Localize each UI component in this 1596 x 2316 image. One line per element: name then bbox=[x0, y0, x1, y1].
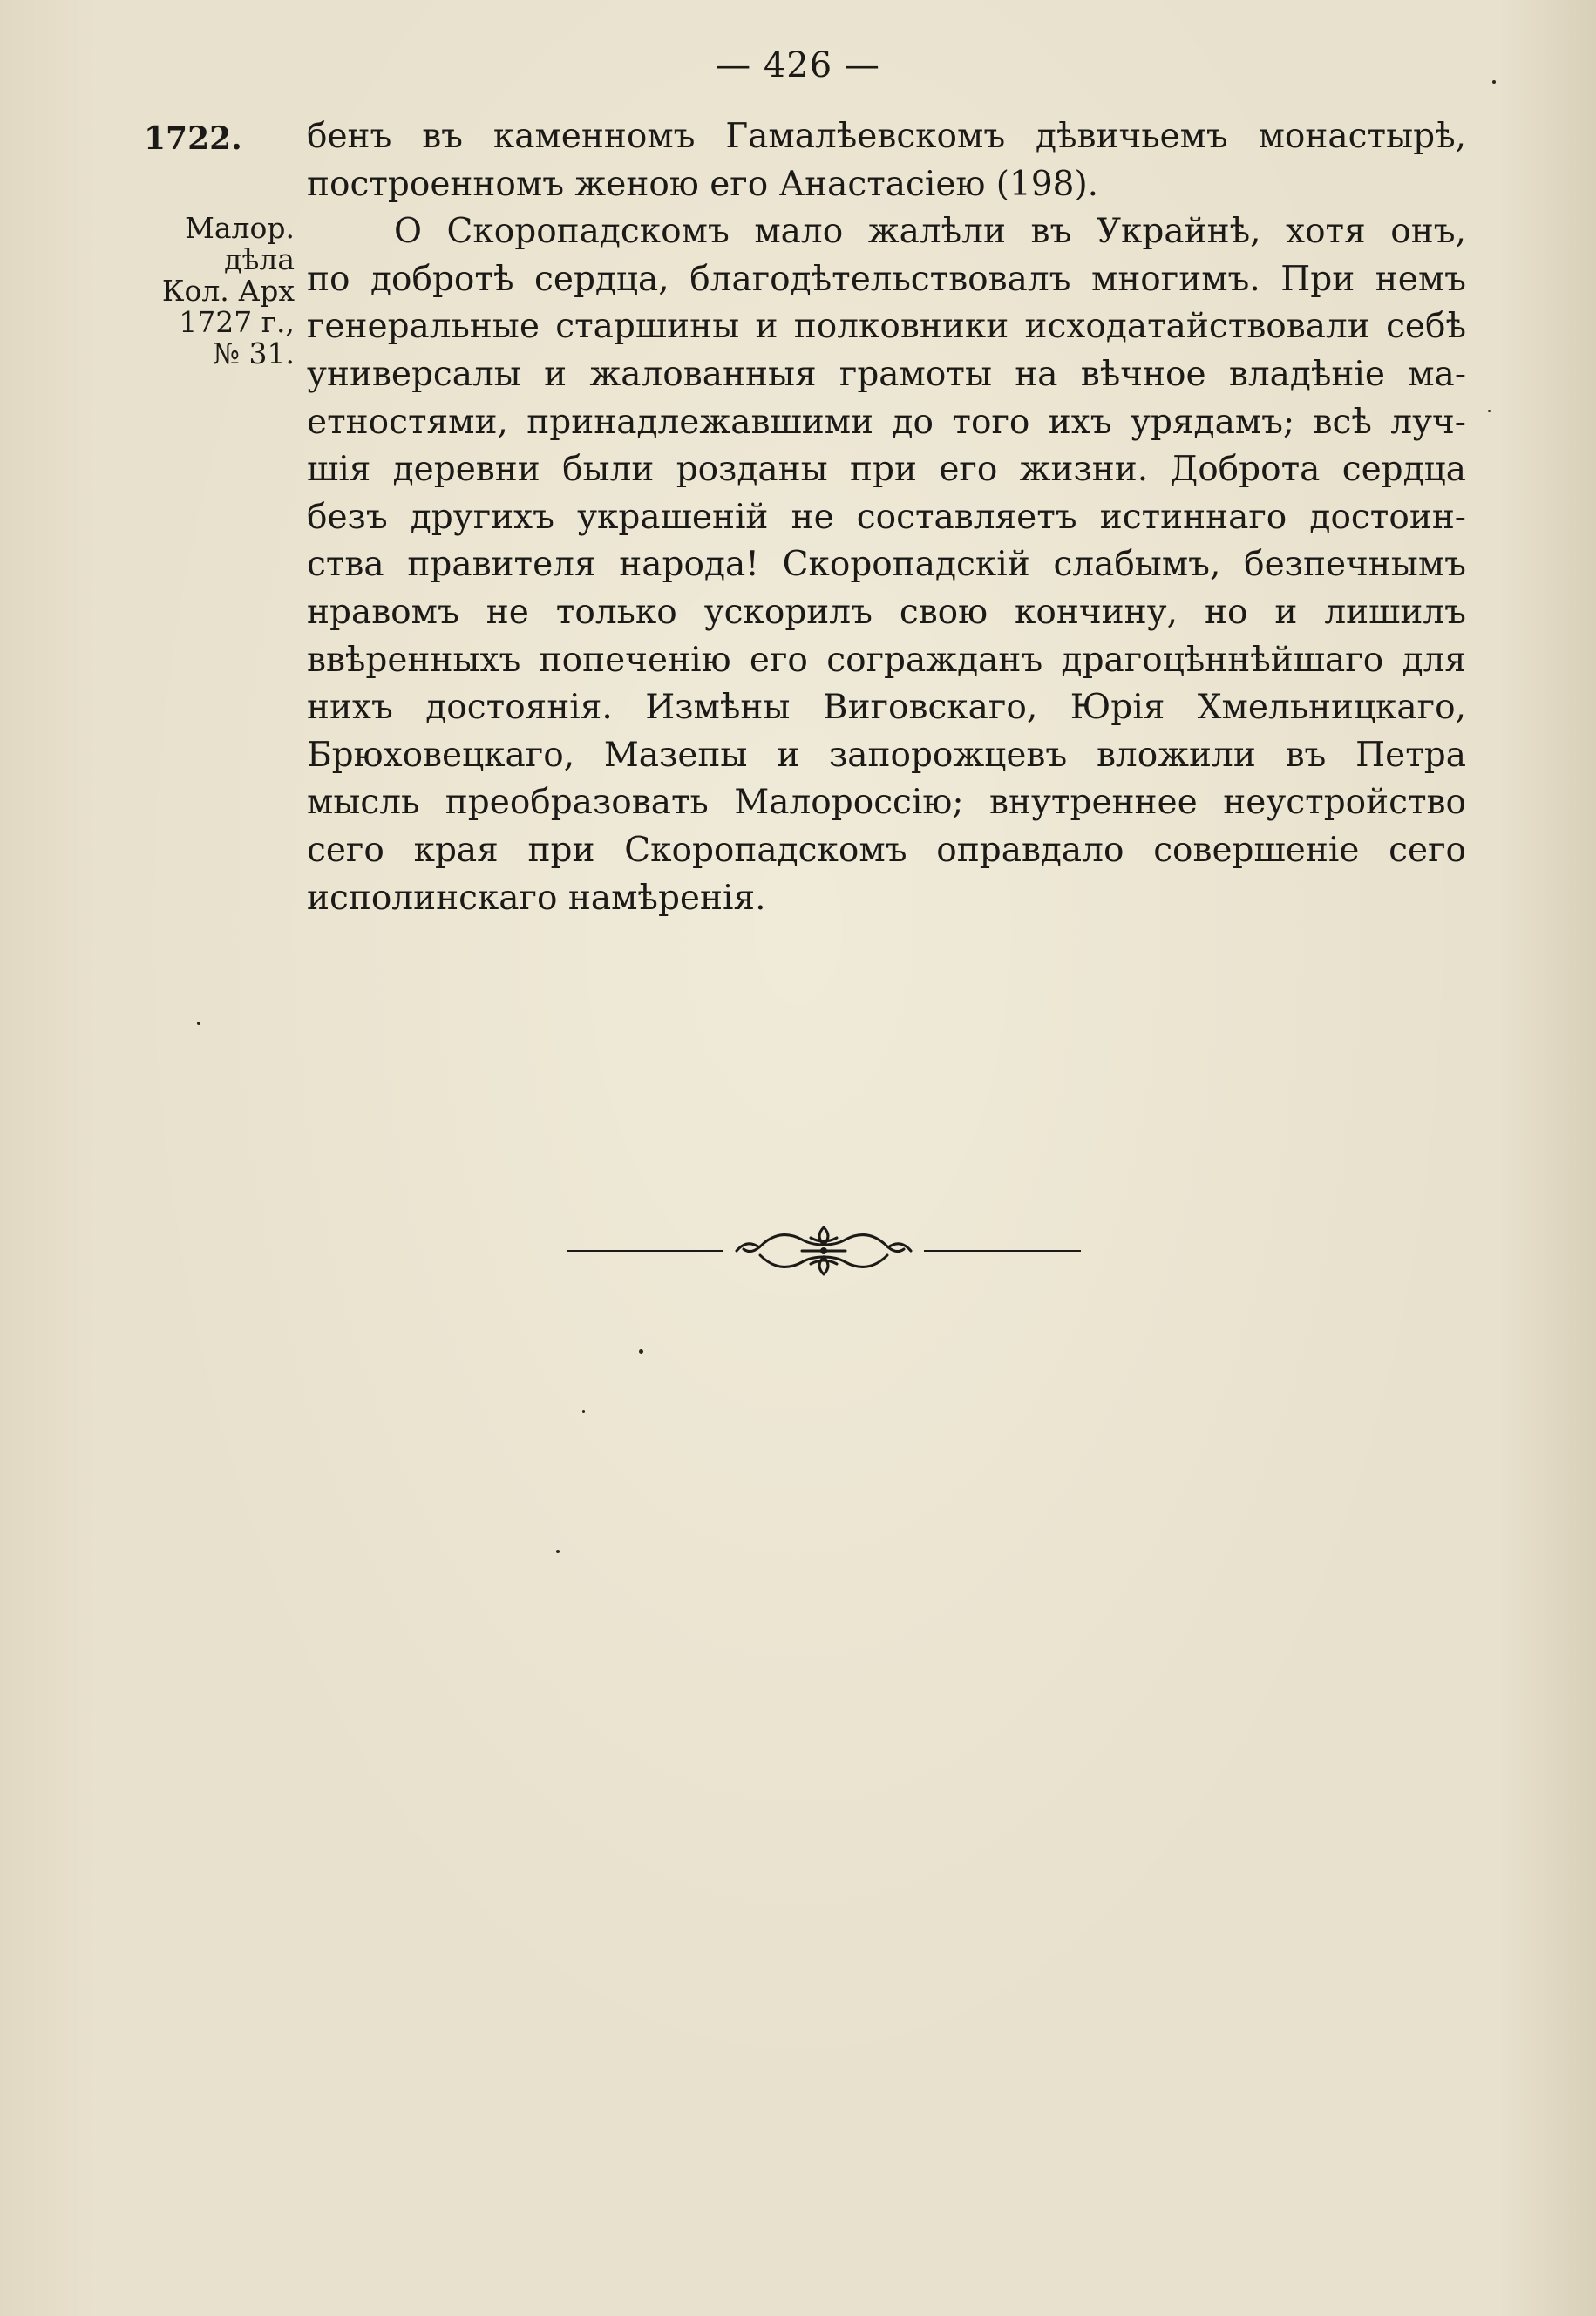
text-line: по добротѣ сердца, благодѣтельствовалъ многимъ. При немъ bbox=[307, 259, 1466, 299]
text-line: исполинскаго намѣренія. bbox=[307, 878, 766, 918]
margin-year: 1722. bbox=[144, 120, 242, 157]
text-line: шія деревни были розданы при его жизни. Доброта сердца bbox=[307, 450, 1466, 490]
margin-source-note bbox=[146, 213, 295, 370]
body-text bbox=[307, 113, 1466, 922]
paper-speck bbox=[639, 1349, 643, 1354]
text-line: универсалы и жалованныя грамоты на вѣчное владѣніе ма- bbox=[307, 354, 1466, 394]
paper-speck bbox=[1492, 80, 1496, 84]
text-line: построенномъ женою его Анастасіею (198). bbox=[307, 164, 1099, 204]
paper-speck bbox=[556, 1550, 560, 1553]
text-line: етностями, принадлежавшими до того ихъ урядамъ; всѣ луч- bbox=[307, 402, 1466, 442]
margin-note-line: № 31. bbox=[212, 336, 295, 370]
paragraph-start-line: О Скоропадскомъ мало жалѣли въ Украйнѣ, хотя онъ, bbox=[394, 212, 1466, 252]
paper-speck bbox=[1488, 410, 1491, 412]
text-line: мысль преобразовать Малороссію; внутреннее неустройство bbox=[307, 783, 1466, 823]
text-line: безъ другихъ украшеній не составляетъ истиннаго достоин- bbox=[307, 497, 1466, 537]
text-line: ввѣренныхъ попеченію его согражданъ драгоцѣннѣйшаго для bbox=[307, 640, 1466, 680]
margin-note-line: дѣла bbox=[224, 242, 295, 276]
text-line: бенъ въ каменномъ Гамалѣевскомъ дѣвичьемъ монастырѣ, bbox=[307, 117, 1466, 156]
text-line: сего края при Скоропадскомъ оправдало совершеніе сего bbox=[307, 830, 1466, 870]
text-line: ства правителя народа! Скоропадскій слабымъ, безпечнымъ bbox=[307, 545, 1466, 585]
text-line: генеральные старшины и полковники исходатайствовали себѣ bbox=[307, 307, 1466, 347]
text-line: нихъ достоянія. Измѣны Виговскаго, Юрія Хмельницкаго, bbox=[307, 688, 1466, 728]
text-line: Брюховецкаго, Мазепы и запорожцевъ вложили въ Петра bbox=[307, 735, 1466, 775]
margin-note-line: Кол. Арх bbox=[161, 274, 295, 308]
margin-note-line: 1727 г., bbox=[179, 305, 295, 339]
margin-note-line: Малор. bbox=[185, 211, 295, 245]
fleuron-divider-icon bbox=[567, 1220, 1081, 1281]
paper-speck bbox=[197, 1022, 200, 1025]
text-line: нравомъ не только ускорилъ свою кончину, но и лишилъ bbox=[307, 592, 1466, 632]
paper-speck bbox=[582, 1410, 585, 1413]
page-number: — 426 — bbox=[716, 45, 880, 85]
